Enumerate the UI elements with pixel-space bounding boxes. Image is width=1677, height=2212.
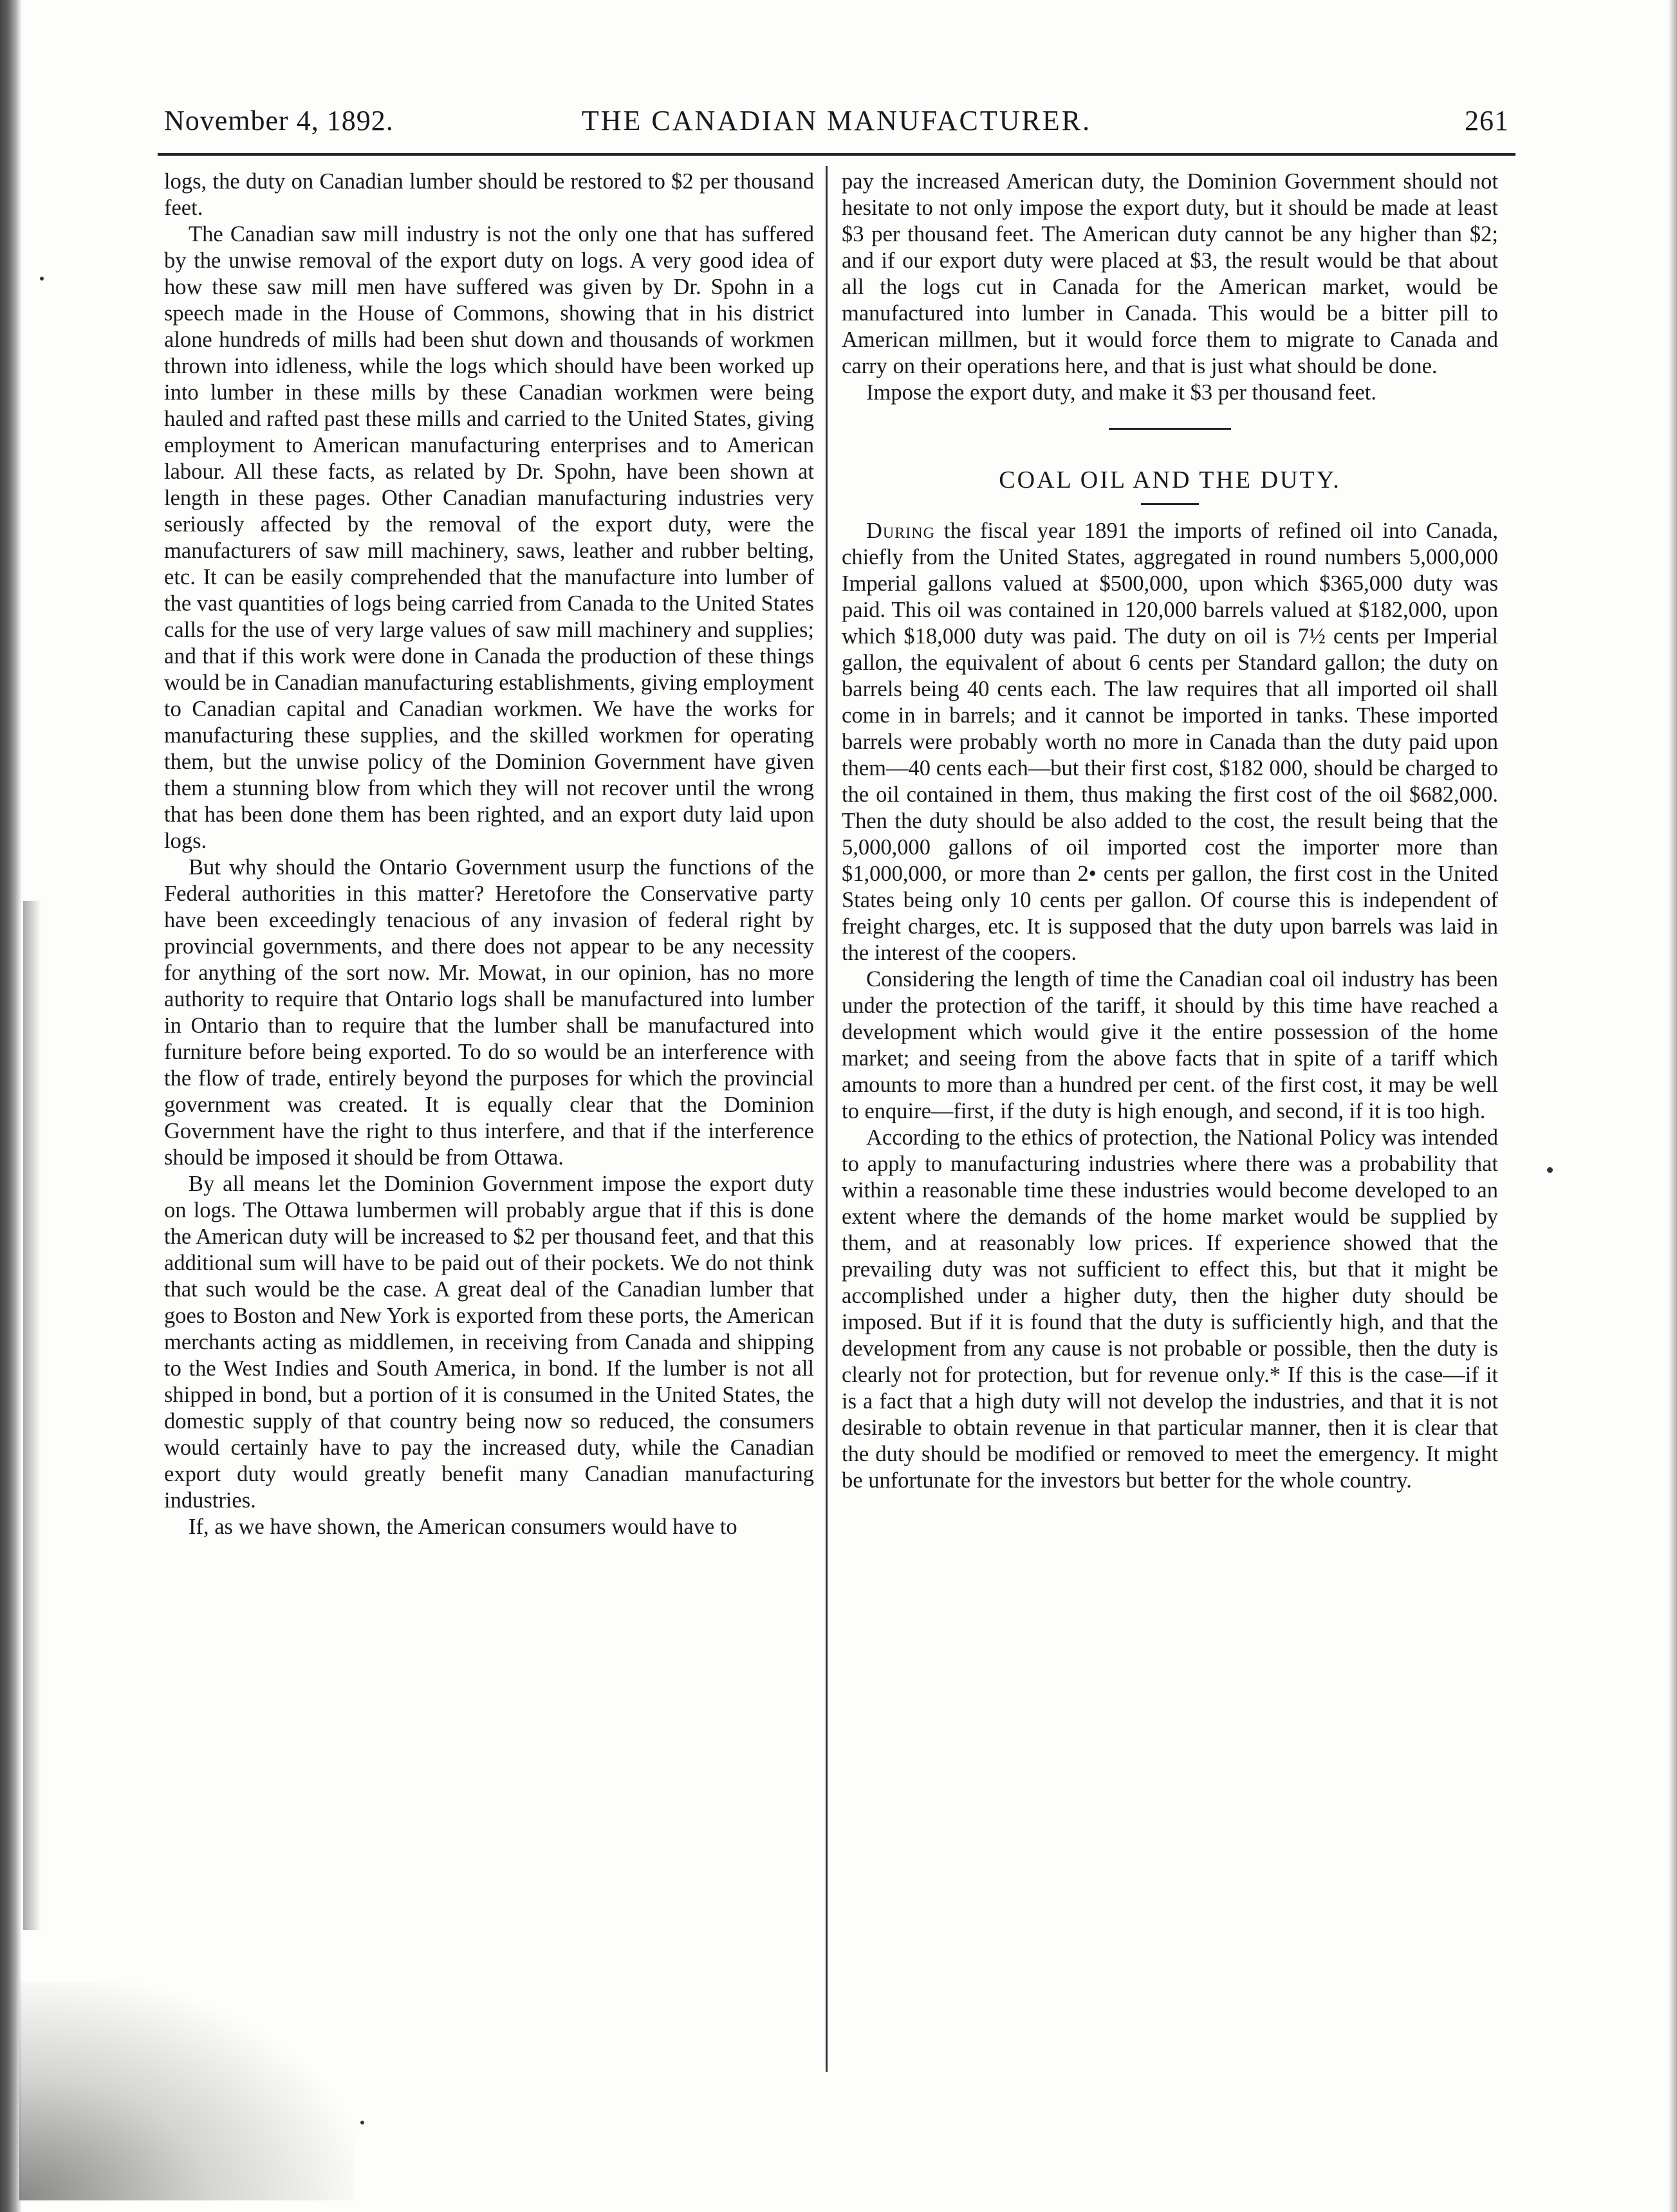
article-paragraph: Impose the export duty, and make it $3 per thousand feet. — [866, 380, 1376, 405]
left-column — [164, 169, 814, 1540]
binding-edge-shadow — [0, 0, 22, 2212]
article-paragraph: By all means let the Dominion Government impose the export duty on logs. The Ottawa lumbermen will probably argue that if this is done the American duty will be increased to $2 per thousand feet, and that this additional sum will have to be paid out of their pockets. We do not think that such would be the case. A great deal of the Canadian lumber that goes to Boston and New York is exported from these ports, the American merchants acting as middlemen, in receiving from Canada and shipping to the West Indies and South America, in bond. If the lumber is not all shipped in bond, but a portion of it is consumed in the United States, the domestic supply of that country being now so reduced, the consumers would certainly have to pay the increased duty, while the Canadian export duty would greatly benefit many Canadian manufacturing industries. — [164, 1172, 814, 1513]
article-paragraph: Considering the length of time the Canadian coal oil industry has been under the protection of the tariff, it should by this time have reached a development which would give it the entire possession of the home market; and seeing from the above facts that in spite of a tariff which amounts to more than a hundred per cent. of the first cost, it may be well to enquire—first, if the duty is high enough, and second, if it is too high. — [842, 967, 1498, 1123]
lead-word: During — [866, 519, 935, 543]
section-divider-rule — [1109, 428, 1231, 430]
column-divider — [826, 166, 828, 2072]
corner-scan-shadow — [19, 1982, 354, 2200]
issue-date: November 4, 1892. — [164, 105, 394, 136]
right-page-edge — [1668, 0, 1677, 2212]
scan-speck — [360, 2121, 364, 2124]
publication-title: THE CANADIAN MANUFACTURER. — [581, 105, 1092, 136]
article-paragraph: If, as we have shown, the American consumers would have to — [189, 1515, 737, 1539]
article-paragraph: logs, the duty on Canadian lumber should be restored to $2 per thousand feet. — [164, 169, 814, 220]
article-paragraph: The Canadian saw mill industry is not the only one that has suffered by the unwise removal of the export duty on logs. A very good idea of how these saw mill men have suffered was given by Dr. Spohn in a speech made in the House of Commons, showing that in his district alone hundreds of mills had been shut down and thousands of workmen thrown into idleness, while the logs which should have been worked up into lumber in these mills by these Canadian workmen were being hauled and rafted past these mills and carried to the United States, giving employment to American manufacturing enterprises and to American labour. All these facts, as related by Dr. Spohn, have been shown at length in these pages. Other Canadian manufacturing industries very seriously affected by the removal of the export duty, were the manufacturers of saw mill machinery, saws, leather and rubber belting, etc. It can be easily comprehended that the manufacture into lumber of the vast quantities of logs being carried from Canada to the United States calls for the use of very large values of saw mill machinery and supplies; and that if this work were done in Canada the production of these things would be in Canadian manufacturing establishments, giving employment to Canadian capital and Canadian workmen. We have the works for manufacturing these supplies, and the skilled workmen for operating them, but the unwise policy of the Dominion Government have given them a stunning blow from which they will not recover until the wrong that has been done them has been righted, and an export duty laid upon logs. — [164, 222, 814, 853]
scan-speck — [1547, 1167, 1553, 1173]
heading-underline-rule — [1141, 503, 1199, 505]
article-paragraph: pay the increased American duty, the Dominion Government should not hesitate to not only impose the export duty, but it should be made at least $3 per thousand feet. The American duty cannot be any higher than $2; and if our export duty were placed at $3, the result would be that about all the logs cut in Canada for the American market, would be manufactured into lumber in Canada. This would be a bitter pill to American millmen, but it would force them to migrate to Canada and carry on their operations here, and that is just what should be done. — [842, 169, 1498, 378]
scan-speck — [40, 277, 44, 281]
article-paragraph: But why should the Ontario Government usurp the functions of the Federal authorities in this matter? Heretofore the Conservative party have been exceedingly tenacious of any invasion of federal right by provincial governments, and there does not appear to be any necessity for anything of the sort now. Mr. Mowat, in our opinion, has no more authority to require that Ontario logs shall be manufactured into lumber in Ontario than to require that the lumber shall be manufactured into furniture before being exported. To do so would be an interference with the flow of trade, entirely beyond the purposes for which the provincial government was created. It is equally clear that the Dominion Government have the right to thus interfere, and that if the interference should be imposed it should be from Ottawa. — [164, 855, 814, 1170]
running-header — [164, 104, 1509, 149]
section-heading: COAL OIL AND THE DUTY. — [999, 466, 1341, 493]
page-number: 261 — [1465, 105, 1509, 136]
header-rule — [158, 153, 1515, 156]
binding-stain — [23, 901, 41, 1930]
lead-paragraph-text: the fiscal year 1891 the imports of refined oil into Canada, chiefly from the United States, aggregated in round numbers 5,000,000 Imperial gallons valued at $500,000, upon which $365,000 duty was paid. This oil was contained in 120,000 barrels valued at $182,000, upon which $18,000 duty was paid. The duty on oil is 7½ cents per Imperial gallon, the equivalent of about 6 cents per Standard gallon; the duty on barrels being 40 cents each. The law requires that all imported oil shall come in in barrels; and it cannot be imported in tanks. These imported barrels were probably worth no more in Canada than the duty paid upon them—40 cents each—but their first cost, $182 000, should be charged to the oil contained in them, thus making the first cost of the oil $682,000. Then the duty should be also added to the cost, the result being that the 5,000,000 gallons of oil imported cost the importer more than $1,000,000, or more than 2• cents per gallon, the first cost in the United States being only 10 cents per gallon. Of course this is independent of freight charges, etc. It is supposed that the duty upon barrels was laid in the interest of the coopers. — [842, 519, 1498, 965]
right-column — [842, 169, 1498, 1494]
article-paragraph — [842, 518, 1498, 966]
article-paragraph: According to the ethics of protection, the National Policy was intended to apply to manufacturing industries where there was a probability that within a reasonable time these industries would become developed to an extent where the demands of the home market would be supplied by them, and at reasonably low prices. If experience showed that the prevailing duty was not sufficient to effect this, but that it might be accomplished under a higher duty, then the higher duty should be imposed. But if it is found that the duty is sufficiently high, and that the development from any cause is not probable or possible, then the duty is clearly not for protection, but for revenue only.* If this is the case—if it is a fact that a high duty will not develop the industries, and that it is not desirable to obtain revenue in that particular manner, then it is clear that the duty should be modified or removed to meet the emergency. It might be unfortunate for the investors but better for the whole country. — [842, 1125, 1498, 1493]
